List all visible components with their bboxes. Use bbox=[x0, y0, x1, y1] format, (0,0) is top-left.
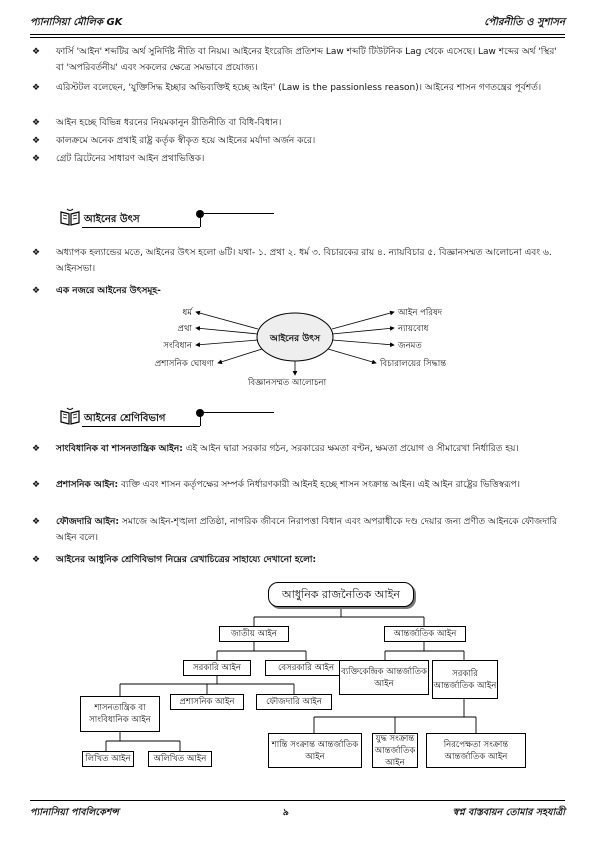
diamond-bullet-icon: ❖ bbox=[32, 286, 41, 296]
diamond-bullet-icon: ❖ bbox=[32, 83, 41, 93]
tree-node-unwritten-law: অলিখিত আইন bbox=[148, 751, 212, 767]
tree-node-war-international-law: যুদ্ধ সংক্রান্ত আন্তর্জাতিক আইন bbox=[372, 733, 418, 768]
sources-center-label: আইনের উৎস bbox=[270, 334, 321, 344]
page-number: ৯ bbox=[282, 807, 289, 818]
tree-node-national-law: জাতীয় আইন bbox=[219, 626, 289, 642]
page-footer bbox=[30, 806, 565, 821]
bullet-law-meaning: ❖ ফার্সি 'আইন' শব্দটির অর্থ সুনির্দিষ্ট নীতি বা নিয়ম। আইনের ইংরেজি প্রতিশব্দ Law শব্দটি টিউটনিক Lag থেকে এসেছে। Law শব্দের অর্থ 'স্থির' বা 'অপরিবর্তনীয়' এবং সকলের ক্ষেত্রে সমভাবে প্রযোজ্য। bbox=[56, 44, 562, 76]
source-religion: ধর্ম bbox=[182, 308, 192, 318]
source-public-opinion: জনমত bbox=[398, 341, 422, 351]
source-scientific-discussion: বিজ্ঞানসম্মত আলোচনা bbox=[248, 378, 327, 388]
diamond-bullet-icon: ❖ bbox=[32, 555, 41, 565]
footer-tagline: স্বপ্ন বাস্তবায়ন তোমার সহযাত্রী bbox=[452, 807, 565, 818]
header-chapter-title: পৌরনীতি ও সুশাসন bbox=[484, 17, 565, 28]
bullet-tree-intro: ❖ আইনের আধুনিক শ্রেণিবিভাগ নিম্নের রেখাচিত্রের সাহায্যে দেখানো হলো: bbox=[56, 552, 562, 568]
tree-node-written-law: লিখিত আইন bbox=[82, 751, 134, 767]
source-custom: প্রথা bbox=[177, 324, 192, 334]
diamond-bullet-icon: ❖ bbox=[32, 118, 41, 128]
diamond-bullet-icon: ❖ bbox=[32, 47, 41, 57]
source-admin-declaration: প্রশাসনিক ঘোষণা bbox=[154, 359, 214, 369]
tree-node-public-law: সরকারি আইন bbox=[183, 660, 251, 676]
tree-node-criminal-law: ফৌজদারি আইন bbox=[256, 694, 332, 710]
tree-root-modern-political-law: আধুনিক রাজনৈতিক আইন bbox=[268, 582, 414, 607]
tree-node-public-international-law: সরকারি আন্তর্জাতিক আইন bbox=[432, 660, 498, 699]
section-title: আইনের উৎস bbox=[84, 214, 140, 225]
diamond-bullet-icon: ❖ bbox=[32, 136, 41, 146]
tree-node-constitutional-law: শাসনতান্ত্রিক বা সাংবিধানিক আইন bbox=[80, 696, 160, 732]
bullet-criminal-law: ❖ ফৌজদারি আইন: সমাজে আইন-শৃঙ্খলা প্রতিষ্ঠা, নাগরিক জীবনে নিরাপত্তা বিধান এবং অপরাধীকে দণ্ড দেয়ার জন্য প্রণীত আইনকে ফৌজদারি আইন বলে। bbox=[56, 514, 562, 546]
section-title: আইনের শ্রেণিবিভাগ bbox=[84, 413, 166, 424]
diamond-bullet-icon: ❖ bbox=[32, 517, 41, 527]
tree-node-neutrality-international-law: নিরপেক্ষতা সংক্রান্ত আন্তর্জাতিক আইন bbox=[426, 733, 526, 768]
diamond-bullet-icon: ❖ bbox=[32, 480, 41, 490]
bullet-aristotle: ❖ এরিস্টটল বলেছেন, 'যুক্তিসিদ্ধ ইচ্ছার অভিব্যক্তিই হচ্ছে আইন' (Law is the passionless reason)। আইনের শাসন গণতন্ত্রের পূর্বশর্ত। bbox=[56, 80, 562, 96]
bullet-glance: ❖ এক নজরে আইনের উৎসমূহ- bbox=[56, 283, 562, 299]
tree-node-international-law: আন্তর্জাতিক আইন bbox=[384, 626, 466, 642]
bullet-holland: ❖ অধ্যাপক হল্যান্ডের মতে, আইনের উৎস হলো ৬টি। যথা- ১. প্রথা ২. ধর্ম ৩. বিচারকের রায় ৪. ন্যায়বিচার ৫. বিজ্ঞানসম্মত আলোচনা এবং ৬. আইনসভা। bbox=[56, 245, 562, 277]
bullet-constitutional-law: ❖ সাংবিধানিক বা শাসনতান্ত্রিক আইন: এই আইন দ্বারা সরকার গঠন, সরকারের ক্ষমতা বণ্টন, ক্ষমতা প্রয়োগ ও সীমারেখা নির্ধারিত হয়। bbox=[56, 441, 562, 457]
bullet-custom: ❖ কালক্রমে অনেক প্রথাই রাষ্ট্র কর্তৃক স্বীকৃত হয়ে আইনের মর্যাদা অর্জন করে। bbox=[56, 133, 562, 149]
tree-node-private-law: বেসরকারি আইন bbox=[265, 660, 347, 676]
tree-node-administrative-law: প্রশাসনিক আইন bbox=[170, 694, 244, 710]
diamond-bullet-icon: ❖ bbox=[32, 444, 41, 454]
bullet-rules: ❖ আইন হচ্ছে বিভিন্ন ধরনের নিয়মকানুন রীতিনীতি বা বিধি-বিধান। bbox=[56, 115, 562, 131]
source-justice: ন্যায়বোধ bbox=[398, 324, 429, 334]
source-constitution: সংবিধান bbox=[163, 341, 192, 351]
diamond-bullet-icon: ❖ bbox=[32, 248, 41, 258]
source-legislature: আইন পরিষদ bbox=[398, 308, 443, 318]
bullet-britain: ❖ গ্রেট ব্রিটেনের সাধারণ আইন প্রথাভিত্তিক। bbox=[56, 151, 562, 167]
footer-rule bbox=[30, 800, 565, 801]
source-court-decision: বিচারালয়ের সিদ্ধান্ত bbox=[380, 359, 447, 369]
bullet-administrative-law: ❖ প্রশাসনিক আইন: ব্যক্তি এবং শাসন কর্তৃপক্ষের সম্পর্ক নির্ধারণকারী আইনই হচ্ছে শাসন সংক্রান্ত আইন। এই আইন রাষ্ট্রের ভিত্তিস্বরূপ। bbox=[56, 477, 562, 493]
tree-node-personal-international-law: ব্যক্তিকেন্দ্রিক আন্তর্জাতিক আইন bbox=[339, 660, 429, 695]
header-book-title: প্যানাসিয়া মৌলিক GK bbox=[30, 17, 123, 28]
diamond-bullet-icon: ❖ bbox=[32, 154, 41, 164]
tree-node-peace-international-law: শান্তি সংক্রান্ত আন্তর্জাতিক আইন bbox=[268, 733, 362, 768]
footer-publisher: প্যানাসিয়া পাবলিকেশন্স bbox=[30, 807, 119, 818]
